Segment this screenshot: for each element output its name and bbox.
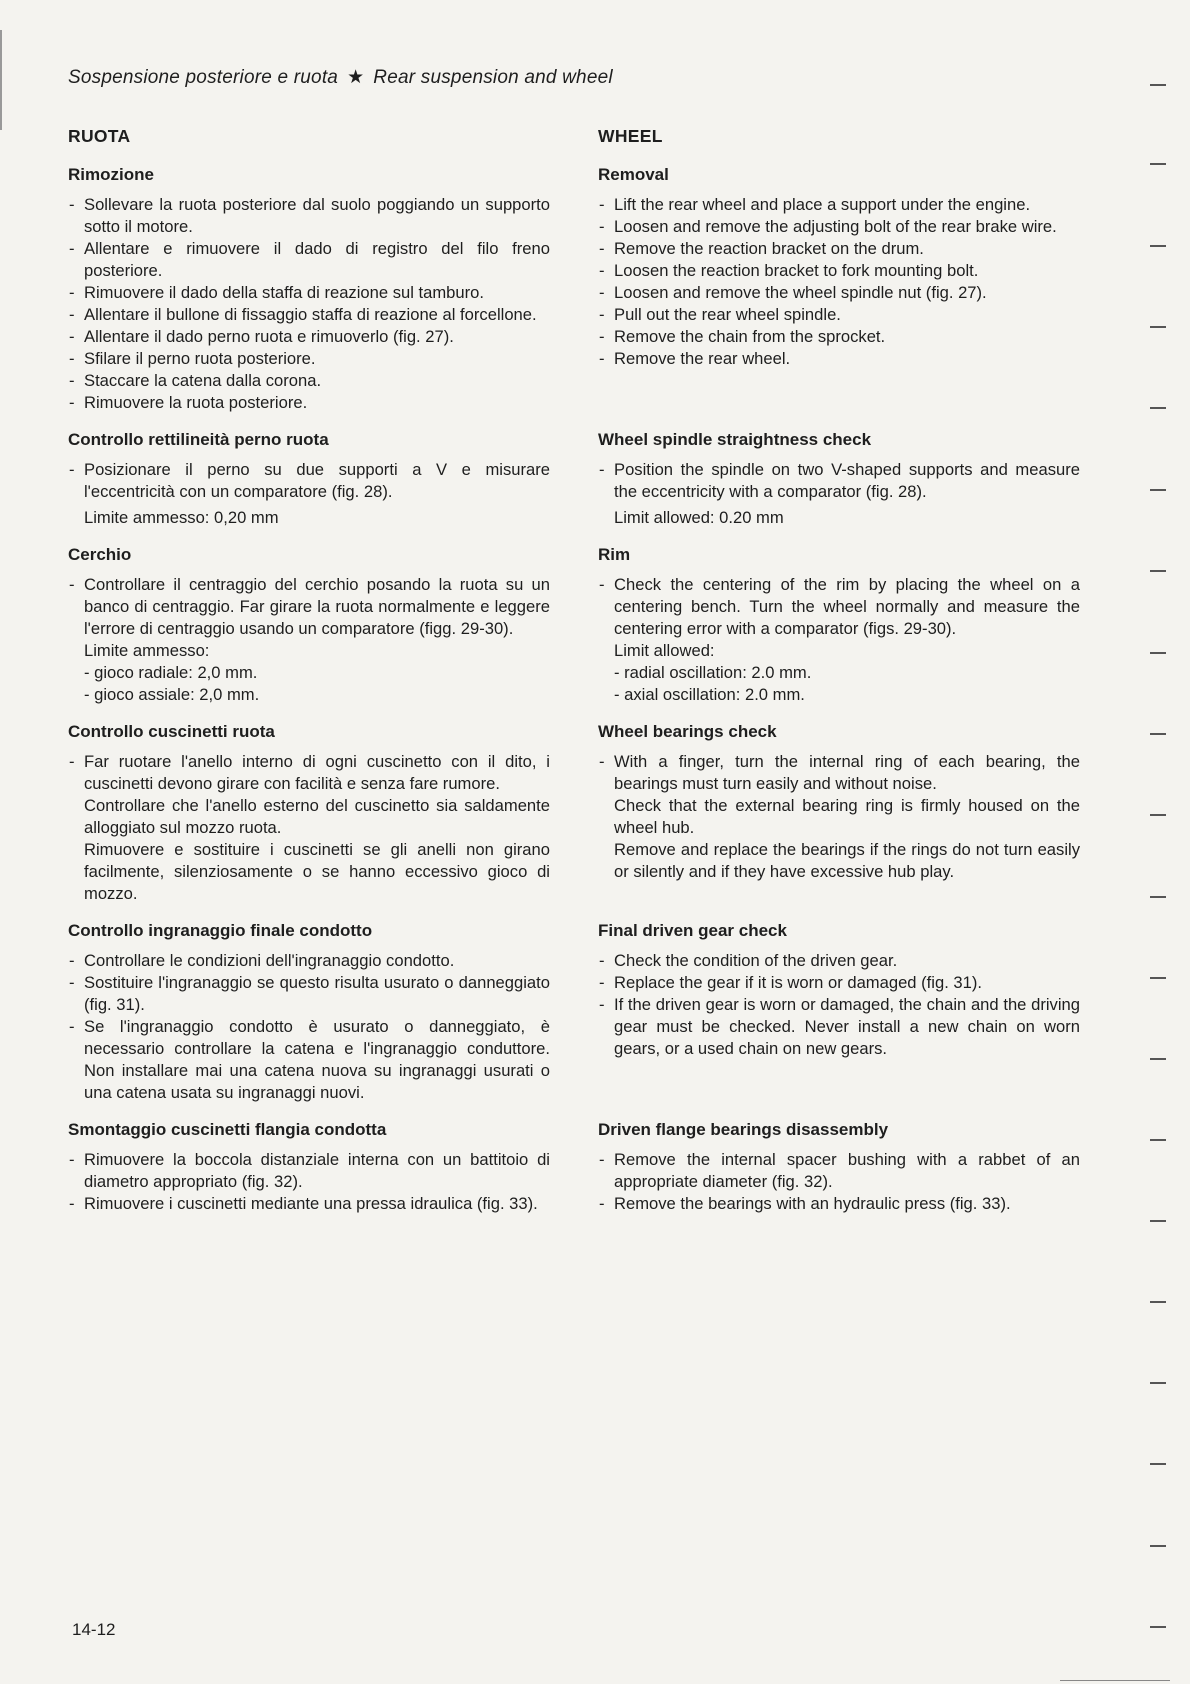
rim-heading: Rim [598, 545, 631, 564]
header-italian: Sospensione posteriore e ruota [68, 67, 339, 88]
list-item: - Sfilare il perno ruota posteriore. [68, 348, 550, 370]
list-item [68, 751, 550, 905]
edge-tick [1150, 489, 1166, 491]
gear-heading: Controllo ingranaggio finale condotto [68, 921, 373, 940]
flange-heading: Driven flange bearings disassembly [598, 1120, 889, 1139]
spindle-limit: Limit allowed: 0.20 mm [614, 508, 784, 527]
edge-tick [1150, 1382, 1166, 1384]
header-english: Rear suspension and wheel [373, 67, 613, 88]
list-item: - Rimuovere i cuscinetti mediante una pressa idraulica (fig. 33). [68, 1193, 550, 1215]
bottom-rule [1060, 1680, 1170, 1681]
edge-tick [1150, 1626, 1166, 1628]
gear-steps [598, 950, 1080, 1060]
list-item: - Se l'ingranaggio condotto è usurato o danneggiato, è necessario controllare la catena e l'ingranaggio conduttore. Non installare mai una catena nuova su ingranaggi usurati o una catena usata su ingranaggi nuovi. [68, 1016, 550, 1104]
edge-tick [1150, 1139, 1166, 1141]
bearings-steps [68, 751, 550, 905]
list-item: - Allentare e rimuovere il dado di registro del filo freno posteriore. [68, 238, 550, 282]
list-item: - Allentare il dado perno ruota e rimuoverlo (fig. 27). [68, 326, 550, 348]
list-item: - Loosen and remove the wheel spindle nut (fig. 27). [598, 282, 1080, 304]
rim-limit-label: Limite ammesso: [84, 641, 210, 660]
edge-tick [1150, 163, 1166, 165]
rim-limit-radial: - radial oscillation: 2.0 mm. [614, 663, 812, 682]
rim-limit-axial: - gioco assiale: 2,0 mm. [84, 685, 260, 704]
removal-heading: Rimozione [68, 165, 154, 184]
italian-column [68, 126, 550, 1215]
edge-tick [1150, 245, 1166, 247]
removal-steps [598, 194, 1080, 370]
bearings-steps [598, 751, 1080, 883]
flange-steps [598, 1149, 1080, 1215]
list-item: - Controllare il centraggio del cerchio posando la ruota su un banco di centraggio. Far girare la ruota normalmente e leggere l'errore di centraggio usando un comparatore (figg. 29-30). [68, 574, 550, 640]
bearings-text-3: Remove and replace the bearings if the rings do not turn easily or silently and if they have excessive hub play. [614, 840, 1080, 881]
list-item: - Loosen the reaction bracket to fork mounting bolt. [598, 260, 1080, 282]
edge-tick [1150, 652, 1166, 654]
bearings-text-1: - With a finger, turn the internal ring of each bearing, the bearings must turn easily and without noise. [614, 752, 1080, 793]
list-item: - Position the spindle on two V-shaped supports and measure the eccentricity with a comparator (fig. 28). [598, 459, 1080, 503]
list-item: - Lift the rear wheel and place a support under the engine. [598, 194, 1080, 216]
list-item: - Staccare la catena dalla corona. [68, 370, 550, 392]
page-header [68, 66, 613, 89]
bearings-heading: Wheel bearings check [598, 722, 777, 741]
rim-limit-axial: - axial oscillation: 2.0 mm. [614, 685, 805, 704]
flange-heading: Smontaggio cuscinetti flangia condotta [68, 1120, 387, 1139]
rim-limit-label: Limit allowed: [614, 641, 715, 660]
list-item: - Pull out the rear wheel spindle. [598, 304, 1080, 326]
removal-heading: Removal [598, 165, 669, 184]
list-item: - Remove the bearings with an hydraulic press (fig. 33). [598, 1193, 1080, 1215]
edge-tick [1150, 84, 1166, 86]
flange-steps [68, 1149, 550, 1215]
list-item: - Check the centering of the rim by placing the wheel on a centering bench. Turn the wheel normally and measure the centering error with a comparator (figs. 29-30). [598, 574, 1080, 640]
spindle-heading: Controllo rettilineità perno ruota [68, 430, 329, 449]
bearings-text-2: Check that the external bearing ring is firmly housed on the wheel hub. [614, 796, 1080, 837]
rim-steps [598, 574, 1080, 640]
section-title: WHEEL [598, 126, 663, 146]
bearings-text-1: - Far ruotare l'anello interno di ogni cuscinetto con il dito, i cuscinetti devono girare con facilità e senza fare rumore. [84, 752, 550, 793]
list-item: - Posizionare il perno su due supporti a V e misurare l'eccentricità con un comparatore (fig. 28). [68, 459, 550, 503]
edge-tick [1150, 1301, 1166, 1303]
rim-heading: Cerchio [68, 545, 132, 564]
edge-tick [1150, 326, 1166, 328]
star-icon: ★ [347, 67, 365, 88]
spindle-steps [68, 459, 550, 503]
bearings-heading: Controllo cuscinetti ruota [68, 722, 275, 741]
rim-limit-radial: - gioco radiale: 2,0 mm. [84, 663, 258, 682]
section-title: RUOTA [68, 126, 131, 146]
list-item: - Rimuovere la boccola distanziale interna con un battitoio di diametro appropriato (fig. 32). [68, 1149, 550, 1193]
edge-tick [1150, 977, 1166, 979]
edge-tick [1150, 407, 1166, 409]
removal-steps [68, 194, 550, 414]
bearings-text-3: Rimuovere e sostituire i cuscinetti se gli anelli non girano facilmente, silenziosamente o se hanno eccessivo gioco di mozzo. [84, 840, 550, 903]
edge-tick [1150, 1545, 1166, 1547]
list-item: - Rimuovere il dado della staffa di reazione sul tamburo. [68, 282, 550, 304]
list-item: - Sostituire l'ingranaggio se questo risulta usurato o danneggiato (fig. 31). [68, 972, 550, 1016]
spindle-limit: Limite ammesso: 0,20 mm [84, 508, 279, 527]
list-item: - Replace the gear if it is worn or damaged (fig. 31). [598, 972, 1080, 994]
list-item: - If the driven gear is worn or damaged, the chain and the driving gear must be checked. Never install a new chain on worn gears, or a used chain on new gears. [598, 994, 1080, 1060]
list-item: - Remove the chain from the sprocket. [598, 326, 1080, 348]
list-item [598, 751, 1080, 883]
list-item: - Sollevare la ruota posteriore dal suolo poggiando un supporto sotto il motore. [68, 194, 550, 238]
gear-heading: Final driven gear check [598, 921, 787, 940]
list-item: - Allentare il bullone di fissaggio staffa di reazione al forcellone. [68, 304, 550, 326]
list-item: - Controllare le condizioni dell'ingranaggio condotto. [68, 950, 550, 972]
binding-margin-line [0, 30, 2, 130]
spindle-heading: Wheel spindle straightness check [598, 430, 872, 449]
edge-tick [1150, 1220, 1166, 1222]
bearings-text-2: Controllare che l'anello esterno del cuscinetto sia saldamente alloggiato sul mozzo ruota. [84, 796, 550, 837]
edge-tick [1150, 1058, 1166, 1060]
page-number: 14-12 [72, 1620, 116, 1639]
list-item: - Remove the reaction bracket on the drum. [598, 238, 1080, 260]
rim-steps [68, 574, 550, 640]
spindle-steps [598, 459, 1080, 503]
list-item: - Rimuovere la ruota posteriore. [68, 392, 550, 414]
edge-tick [1150, 570, 1166, 572]
english-column [598, 126, 1080, 1215]
edge-tick [1150, 733, 1166, 735]
list-item: - Remove the internal spacer bushing with a rabbet of an appropriate diameter (fig. 32). [598, 1149, 1080, 1193]
gear-steps [68, 950, 550, 1104]
list-item: - Loosen and remove the adjusting bolt of the rear brake wire. [598, 216, 1080, 238]
list-item: - Check the condition of the driven gear. [598, 950, 1080, 972]
list-item: - Remove the rear wheel. [598, 348, 1080, 370]
edge-tick [1150, 896, 1166, 898]
edge-tick [1150, 814, 1166, 816]
edge-tick [1150, 1463, 1166, 1465]
